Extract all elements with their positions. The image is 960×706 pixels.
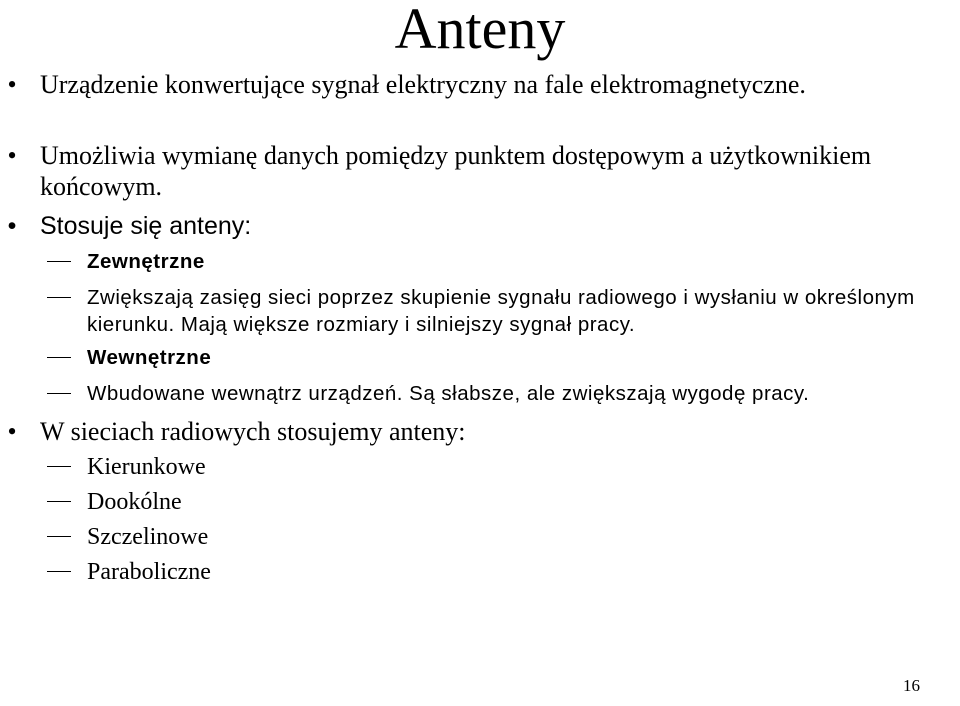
sub-item-text: Wewnętrzne xyxy=(87,346,212,369)
sub-item-text: Paraboliczne xyxy=(87,559,211,585)
sub-item-omnidirectional xyxy=(87,488,960,516)
sub-item-text: Dookólne xyxy=(87,489,182,515)
bullet-item-data-exchange xyxy=(7,140,940,202)
sub-item-external-description xyxy=(87,284,957,338)
bullet-text: W sieciach radiowych stosujemy anteny: xyxy=(40,417,466,446)
bullet-marker: • xyxy=(7,141,17,170)
dash-marker xyxy=(47,393,71,394)
sub-item-directional xyxy=(87,453,960,481)
sub-item-text: Zwiększają zasięg sieci poprzez skupienie sygnału radiowego i wysłaniu w określonym kierunku. Mają większe rozmiary i silniejszy sygnał pracy. xyxy=(87,286,915,336)
bullet-item-radio-networks xyxy=(7,416,940,447)
sub-item-text: Szczelinowe xyxy=(87,524,209,550)
bullet-text: Stosuje się anteny: xyxy=(40,212,252,240)
dash-marker xyxy=(47,536,71,537)
bullet-item-converter xyxy=(7,69,940,100)
sub-item-text: Zewnętrzne xyxy=(87,250,205,273)
bullet-text: Umożliwia wymianę danych pomiędzy punktem dostępowym a użytkownikiem końcowym. xyxy=(40,141,872,201)
sub-item-internal xyxy=(87,344,960,371)
dash-marker xyxy=(47,466,71,467)
dash-marker xyxy=(47,297,71,298)
bullet-marker: • xyxy=(7,212,17,240)
sub-item-text: Kierunkowe xyxy=(87,454,206,480)
sub-item-parabolic xyxy=(87,558,960,586)
sub-item-text: Wbudowane wewnątrz urządzeń. Są słabsze, ale zwiększają wygodę pracy. xyxy=(87,382,810,405)
sub-item-internal-description xyxy=(87,380,960,407)
page-number: 16 xyxy=(903,676,920,695)
bullet-text: Urządzenie konwertujące sygnał elektryczny na fale elektromagnetyczne. xyxy=(40,70,806,99)
dash-marker xyxy=(47,357,71,358)
sub-item-slot xyxy=(87,523,960,551)
dash-marker xyxy=(47,501,71,502)
bullet-marker: • xyxy=(7,70,17,99)
bullet-item-antenna-use xyxy=(7,211,940,242)
sub-item-external xyxy=(87,248,960,275)
bullet-marker: • xyxy=(7,417,17,446)
dash-marker xyxy=(47,571,71,572)
dash-marker xyxy=(47,261,71,262)
slide-title: Anteny xyxy=(394,0,566,61)
